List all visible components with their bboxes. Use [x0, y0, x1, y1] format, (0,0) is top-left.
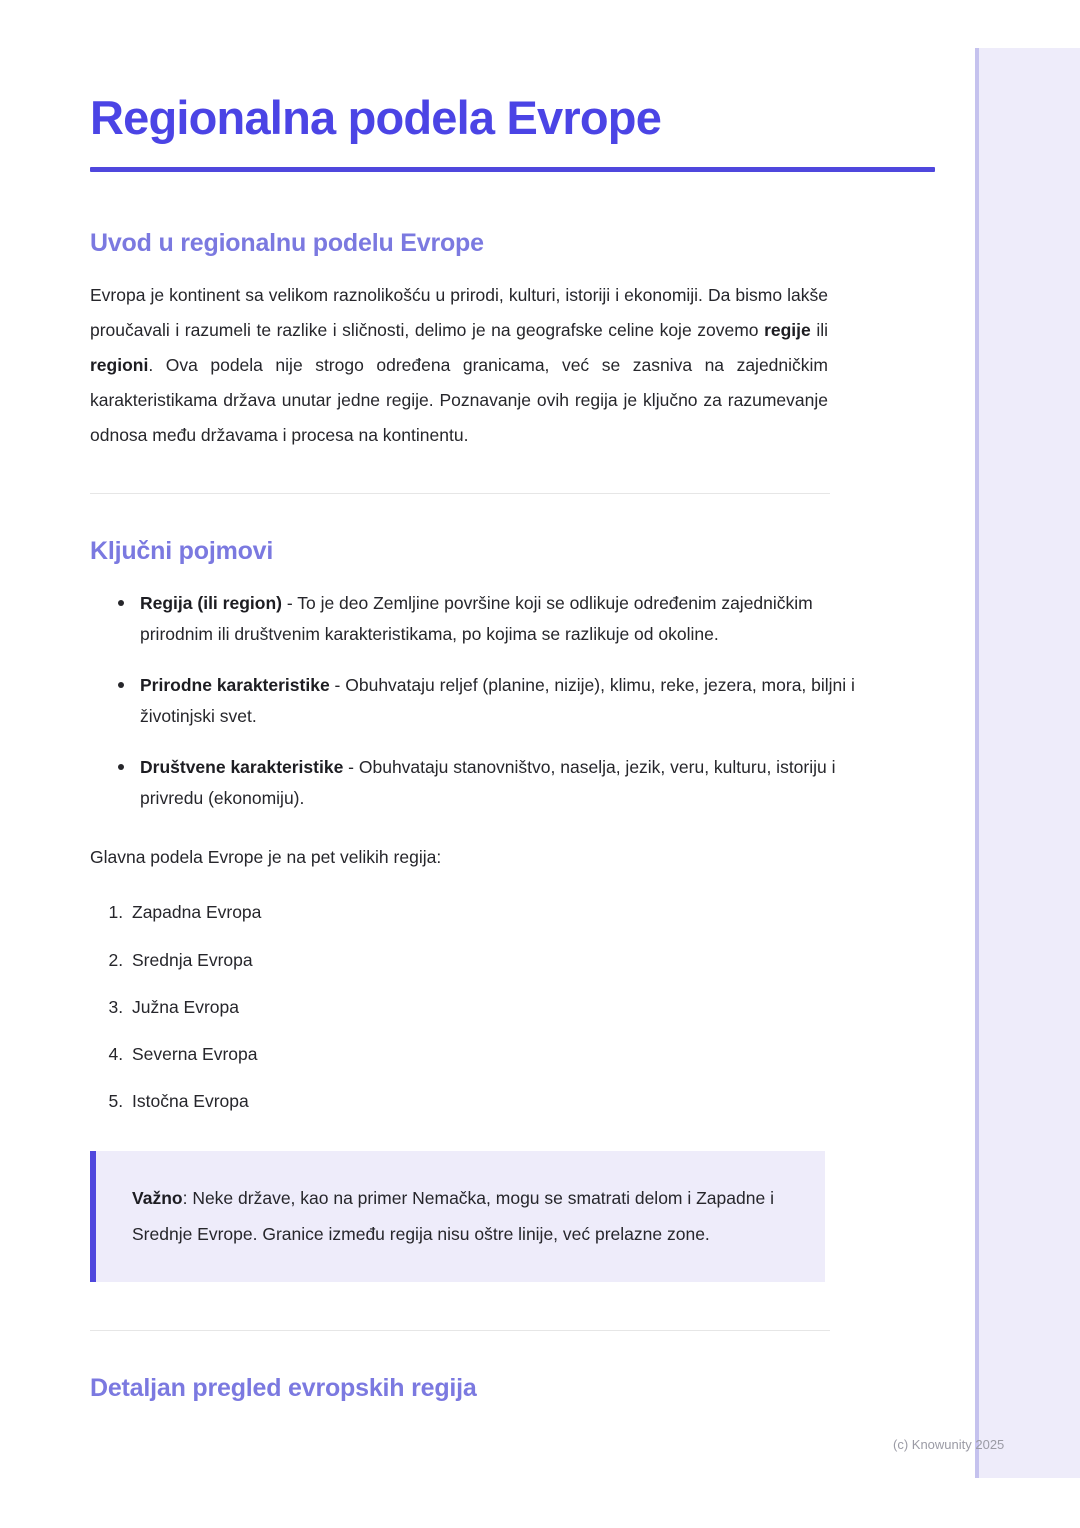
important-callout — [90, 1151, 825, 1283]
intro-paragraph — [90, 258, 828, 453]
list-item: 4. Severna Evropa — [128, 1041, 830, 1067]
key-terms-list — [90, 566, 878, 815]
term-separator: - — [343, 757, 359, 778]
callout-body: Neke države, kao na primer Nemačka, mogu se smatrati delom i Zapadne i Srednje Evrope. Granice između regija nisu oštre linije, već prelazne zone. — [132, 1187, 774, 1244]
list-item: 3. Južna Evropa — [128, 994, 830, 1020]
intro-paragraph-mid: ili — [810, 319, 828, 340]
footer-credit: (c) Knowunity 2025 — [893, 1437, 1005, 1452]
term-description: Obuhvataju stanovništvo, naselja, jezik, veru, kulturu, istoriju i privredu (ekonomiju). — [140, 757, 836, 809]
term-separator: - — [281, 592, 298, 613]
list-item: 2. Srednja Evropa — [128, 947, 830, 973]
list-item — [118, 670, 878, 732]
term-label: Društvene karakteristike — [140, 757, 344, 778]
callout-separator: : — [182, 1187, 193, 1208]
list-item — [118, 752, 878, 814]
term-separator: - — [329, 674, 346, 695]
term-label: Regija (ili region) — [140, 592, 282, 613]
list-item: 5. Istočna Evropa — [128, 1088, 830, 1114]
page-title: Regionalna podela Evrope — [90, 91, 662, 144]
term-label: Prirodne karakteristike — [140, 674, 330, 695]
term-description: To je deo Zemljine površine koji se odlikuje određenim zajedničkim prirodnim ili društvenim karakteristikama, po kojima se razlikuje od okoline. — [140, 592, 813, 644]
decorative-side-strip — [975, 48, 1080, 1478]
intro-paragraph-part1: Evropa je kontinent sa velikom raznolikošću u prirodi, kulturi, istoriji i ekonomiji. Da bismo lakše proučavali i razumeli te razlike i sličnosti, delimo je na geografske celine koje zovemo — [90, 284, 828, 340]
section-heading-intro: Uvod u regionalnu podelu Evrope — [90, 228, 484, 257]
list-item: 1. Zapadna Evropa — [128, 899, 830, 925]
intro-bold-regije: regije — [764, 319, 811, 340]
intro-bold-regioni: regioni — [90, 354, 149, 375]
callout-text — [132, 1181, 791, 1253]
regions-list-intro: Glavna podela Evrope je na pet velikih regija: — [90, 847, 442, 868]
regions-ordered-list — [90, 875, 830, 1114]
list-item — [118, 588, 878, 650]
section-heading-detailed-overview: Detaljan pregled evropskih regija — [90, 1374, 477, 1403]
intro-paragraph-part2: . Ova podela nije strogo određena granicama, već se zasniva na zajedničkim karakteristikama država unutar jedne regije. Poznavanje ovih regija je ključno za razumevanje odnosa među državama i procesa na kontinentu. — [90, 354, 828, 445]
term-description: Obuhvataju reljef (planine, nizije), klimu, reke, jezera, mora, biljni i životinjski svet. — [140, 674, 855, 727]
section-heading-key-terms: Ključni pojmovi — [90, 536, 274, 565]
callout-label: Važno — [132, 1187, 183, 1208]
